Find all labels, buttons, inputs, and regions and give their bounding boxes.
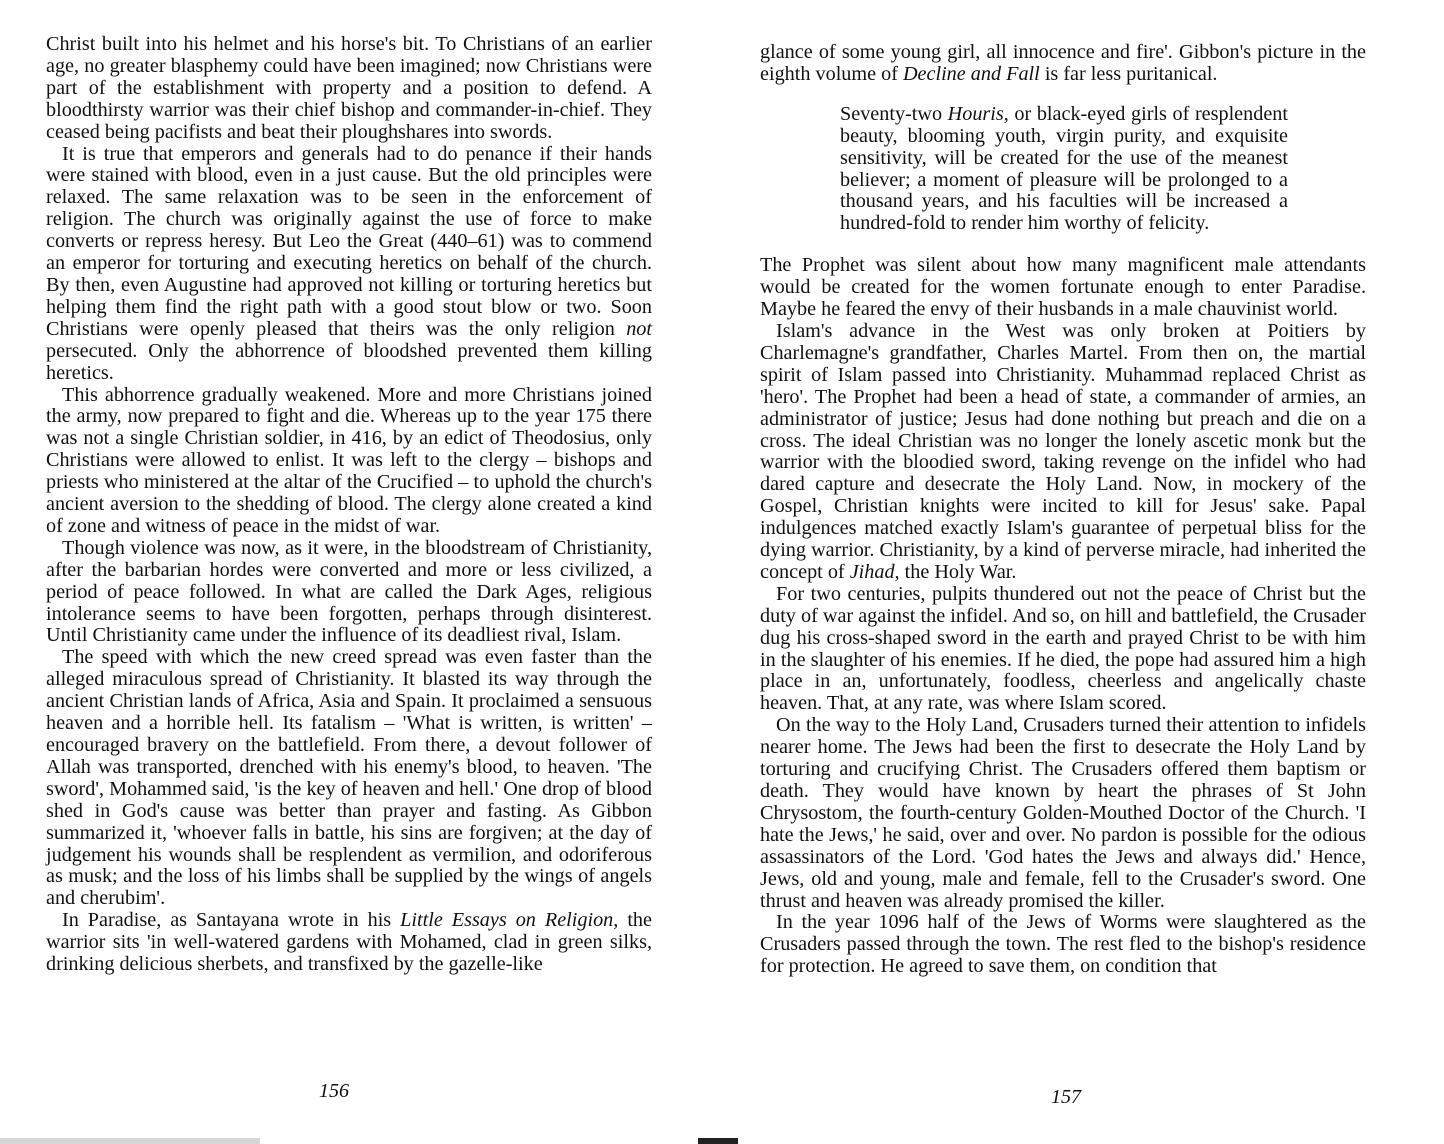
left-page-body <box>46 34 652 976</box>
paragraph: It is true that emperors and generals had to do penance if their hands were stained with blood, even in a just cause. But the old principles were relaxed. The same relaxation was to be seen in the enforcement of religion. The church was originally against the use of force to make converts or repress heresy. But Leo the Great (440–61) was to commend an emperor for torturing and executing heretics on behalf of the church. By then, even Augustine had approved not killing or torturing heretics but helping them find the right path with a good stout blow or two. Soon Christians were openly pleased that theirs was the only religion not persecuted. Only the abhorrence of bloodshed prevented them killing heretics. <box>46 142 652 384</box>
paragraph: In Paradise, as Santayana wrote in his Little Essays on Religion, the warrior sits 'in well-watered gardens with Mohamed, clad in green silks, drinking delicious sherbets, and transfixed by the gazelle-like <box>46 909 652 976</box>
left-page <box>0 0 650 1144</box>
paragraph: The speed with which the new creed spread was even faster than the alleged miraculous spread of Christianity. It blasted its way through the ancient Christian lands of Africa, Asia and Spain. It proclaimed a sensuous heaven and a horrible hell. Its fatalism – 'What is written, is written' – encouraged bravery on the battlefield. From there, a devout follower of Allah was transported, drenched with his enemy's blood, to heaven. 'The sword', Mohammed said, 'is the key of heaven and hell.' One drop of blood shed in God's cause was better than prayer and fasting. As Gibbon summarized it, 'whoever falls in battle, his sins are forgiven; at the day of judgement his wounds shall be resplendent as vermilion, and odoriferous as musk; and the loss of his limbs shall be supplied by the wings of angels and cherubim'. <box>46 646 652 910</box>
paragraph: Islam's advance in the West was only broken at Poitiers by Charlemagne's grandfather, Charles Martel. From then on, the martial spirit of Islam passed into Christianity. Muhammad replaced Christ as 'hero'. The Prophet had been a head of state, a commander of armies, an administrator of justice; Jesus had done nothing but preach and die on a cross. The ideal Christian was no longer the lonely ascetic monk but the warrior with the bloodied sword, taking revenge on the infidel who had dared capture and desecrate the Holy Land. Now, in mockery of the Gospel, Christian knights were incited to kill for Jesus' sake. Papal indulgences matched exactly Islam's guarantee of perpetual bliss for the dying warrior. Christianity, by a kind of perverse miracle, had inherited the concept of Jihad, the Holy War. <box>760 319 1366 583</box>
right-page-body <box>760 42 1366 978</box>
page-number: 157 <box>1051 1086 1081 1108</box>
paragraph: Christ built into his helmet and his horse's bit. To Christians of an earlier age, no greater blasphemy could have been imagined; now Christians were part of the establishment with property and a position to defend. A bloodthirsty warrior was their chief bishop and commander-in-chief. They ceased being pacifists and beat their ploughshares into swords. <box>46 33 652 143</box>
paragraph: The Prophet was silent about how many magnificent male attendants would be created for the women fortunate enough to enter Paradise. Maybe he feared the envy of their husbands in a male chauvinist world. <box>760 254 1366 321</box>
paragraph: Though violence was now, as it were, in the bloodstream of Christianity, after the barbarian hordes were converted and more or less civilized, a period of peace followed. In what are called the Dark Ages, religious intolerance seems to have been forgotten, perhaps through disinterest. Until Christianity came under the influence of its deadliest rival, Islam. <box>46 536 652 647</box>
binding-edge-mark <box>698 1138 738 1144</box>
paragraph: For two centuries, pulpits thundered out not the peace of Christ but the duty of war against the infidel. And so, on hill and battlefield, the Crusader dug his cross-shaped sword in the earth and prayed Christ to be with him in the slaughter of his enemies. If he died, the pope had assured him a high place in an, unfortunately, foodless, cheerless and angelically chaste heaven. That, at any rate, was where Islam scored. <box>760 582 1366 715</box>
paragraph: In the year 1096 half of the Jews of Worms were slaughtered as the Crusaders passed through the town. The rest fled to the bishop's residence for protection. He agreed to save them, on condition that <box>760 911 1366 978</box>
paragraph: glance of some young girl, all innocence and fire'. Gibbon's picture in the eighth volume of Decline and Fall is far less puritanical. <box>760 41 1366 85</box>
page-number: 156 <box>319 1080 349 1102</box>
block-quote: Seventy-two Houris, or black-eyed girls of resplendent beauty, blooming youth, virgin purity, and exquisite sensitivity, will be created for the use of the meanest believer; a moment of pleasure will be prolonged to a thousand years, and his faculties will be increased a hundred-fold to render him worthy of felicity. <box>840 102 1288 235</box>
paragraph: On the way to the Holy Land, Crusaders turned their attention to infidels nearer home. The Jews had been the first to desecrate the Holy Land by torturing and crucifying Christ. The Crusaders offered them baptism or death. They would have known by heart the phrases of St John Chrysostom, the fourth-century Golden-Mouthed Doctor of the Church. 'I hate the Jews,' he said, over and over. No pardon is possible for the odious assassinators of the Lord. 'God hates the Jews and always did.' Hence, Jews, old and young, male and female, fell to the Crusader's sword. One thrust and heaven was already promised the killer. <box>760 714 1366 912</box>
right-page <box>722 0 1372 1144</box>
paragraph: This abhorrence gradually weakened. More and more Christians joined the army, now prepared to fight and die. Whereas up to the year 175 there was not a single Christian soldier, in 416, by an edict of Theodosius, only Christians were allowed to enlist. It was left to the clergy – bishops and priests who ministered at the altar of the Crucified – to uphold the church's ancient aversion to the shedding of blood. The clergy alone created a kind of zone and witness of peace in the midst of war. <box>46 383 652 537</box>
